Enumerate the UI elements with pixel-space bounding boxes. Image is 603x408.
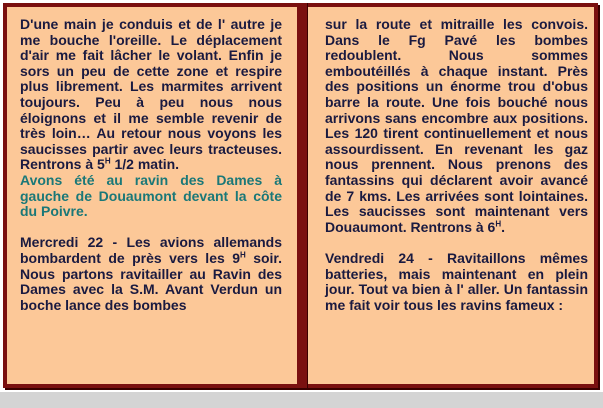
diary-page-frame xyxy=(3,3,598,388)
right-paragraph-2: Vendredi 24 - Ravitaillons mêmes batteries, mais maintenant en plein jour. Tout va bien à l' aller. Un fantassin me fait voir tous les ravins fameux : xyxy=(325,249,588,313)
left-paragraph-1: D'une main je conduis et de l' autre je me bouche l'oreille. Le déplacement d'air me fait lâcher le volant. Enfin je sors un peu de cette zone et respire plus librement. Les marmites arrivent toujours. Peu à peu nous nous éloignons et il me semble revenir de très loin… Au retour nous voyons les saucisses partir avec leurs tracteuses. Rentrons à $5^H$ 1/2 matin. xyxy=(20,16,282,173)
left-paragraph-3: Mercredi 22 - Les avions allemands bombardent de près vers les $9^H$ soir. Nous partons ravitailler au Ravin des Dames avec la S.M. Avant Verdun un boche lance des bombes xyxy=(20,234,283,313)
left-paragraph-2-highlight: Avons été au ravin des Dames à gauche de Douaumont devant la côte du Poivre. xyxy=(20,171,282,220)
right-column xyxy=(325,17,588,313)
bottom-band xyxy=(0,392,603,408)
right-paragraph-1: sur la route et mitraille les convois. Dans le Fg Pavé les bombes redoublent. Nous sommes emboutéillés à chaque instant. Près des positions un énorme trou d'obus barre la route. Une fois bouché nous arrivons sans encombre aux positions. Les 120 tirent continuellement et nous assourdissent. En revenant les gaz nous prennent. Nous prenons des fantassins qui déclarent avoir avancé de 7 kms. Les arrivées sont lointaines. Les saucisses sont maintenant vers Douaumont. Rentrons à $6^H$. xyxy=(325,16,588,235)
column-divider xyxy=(297,3,307,388)
left-column xyxy=(20,17,282,313)
